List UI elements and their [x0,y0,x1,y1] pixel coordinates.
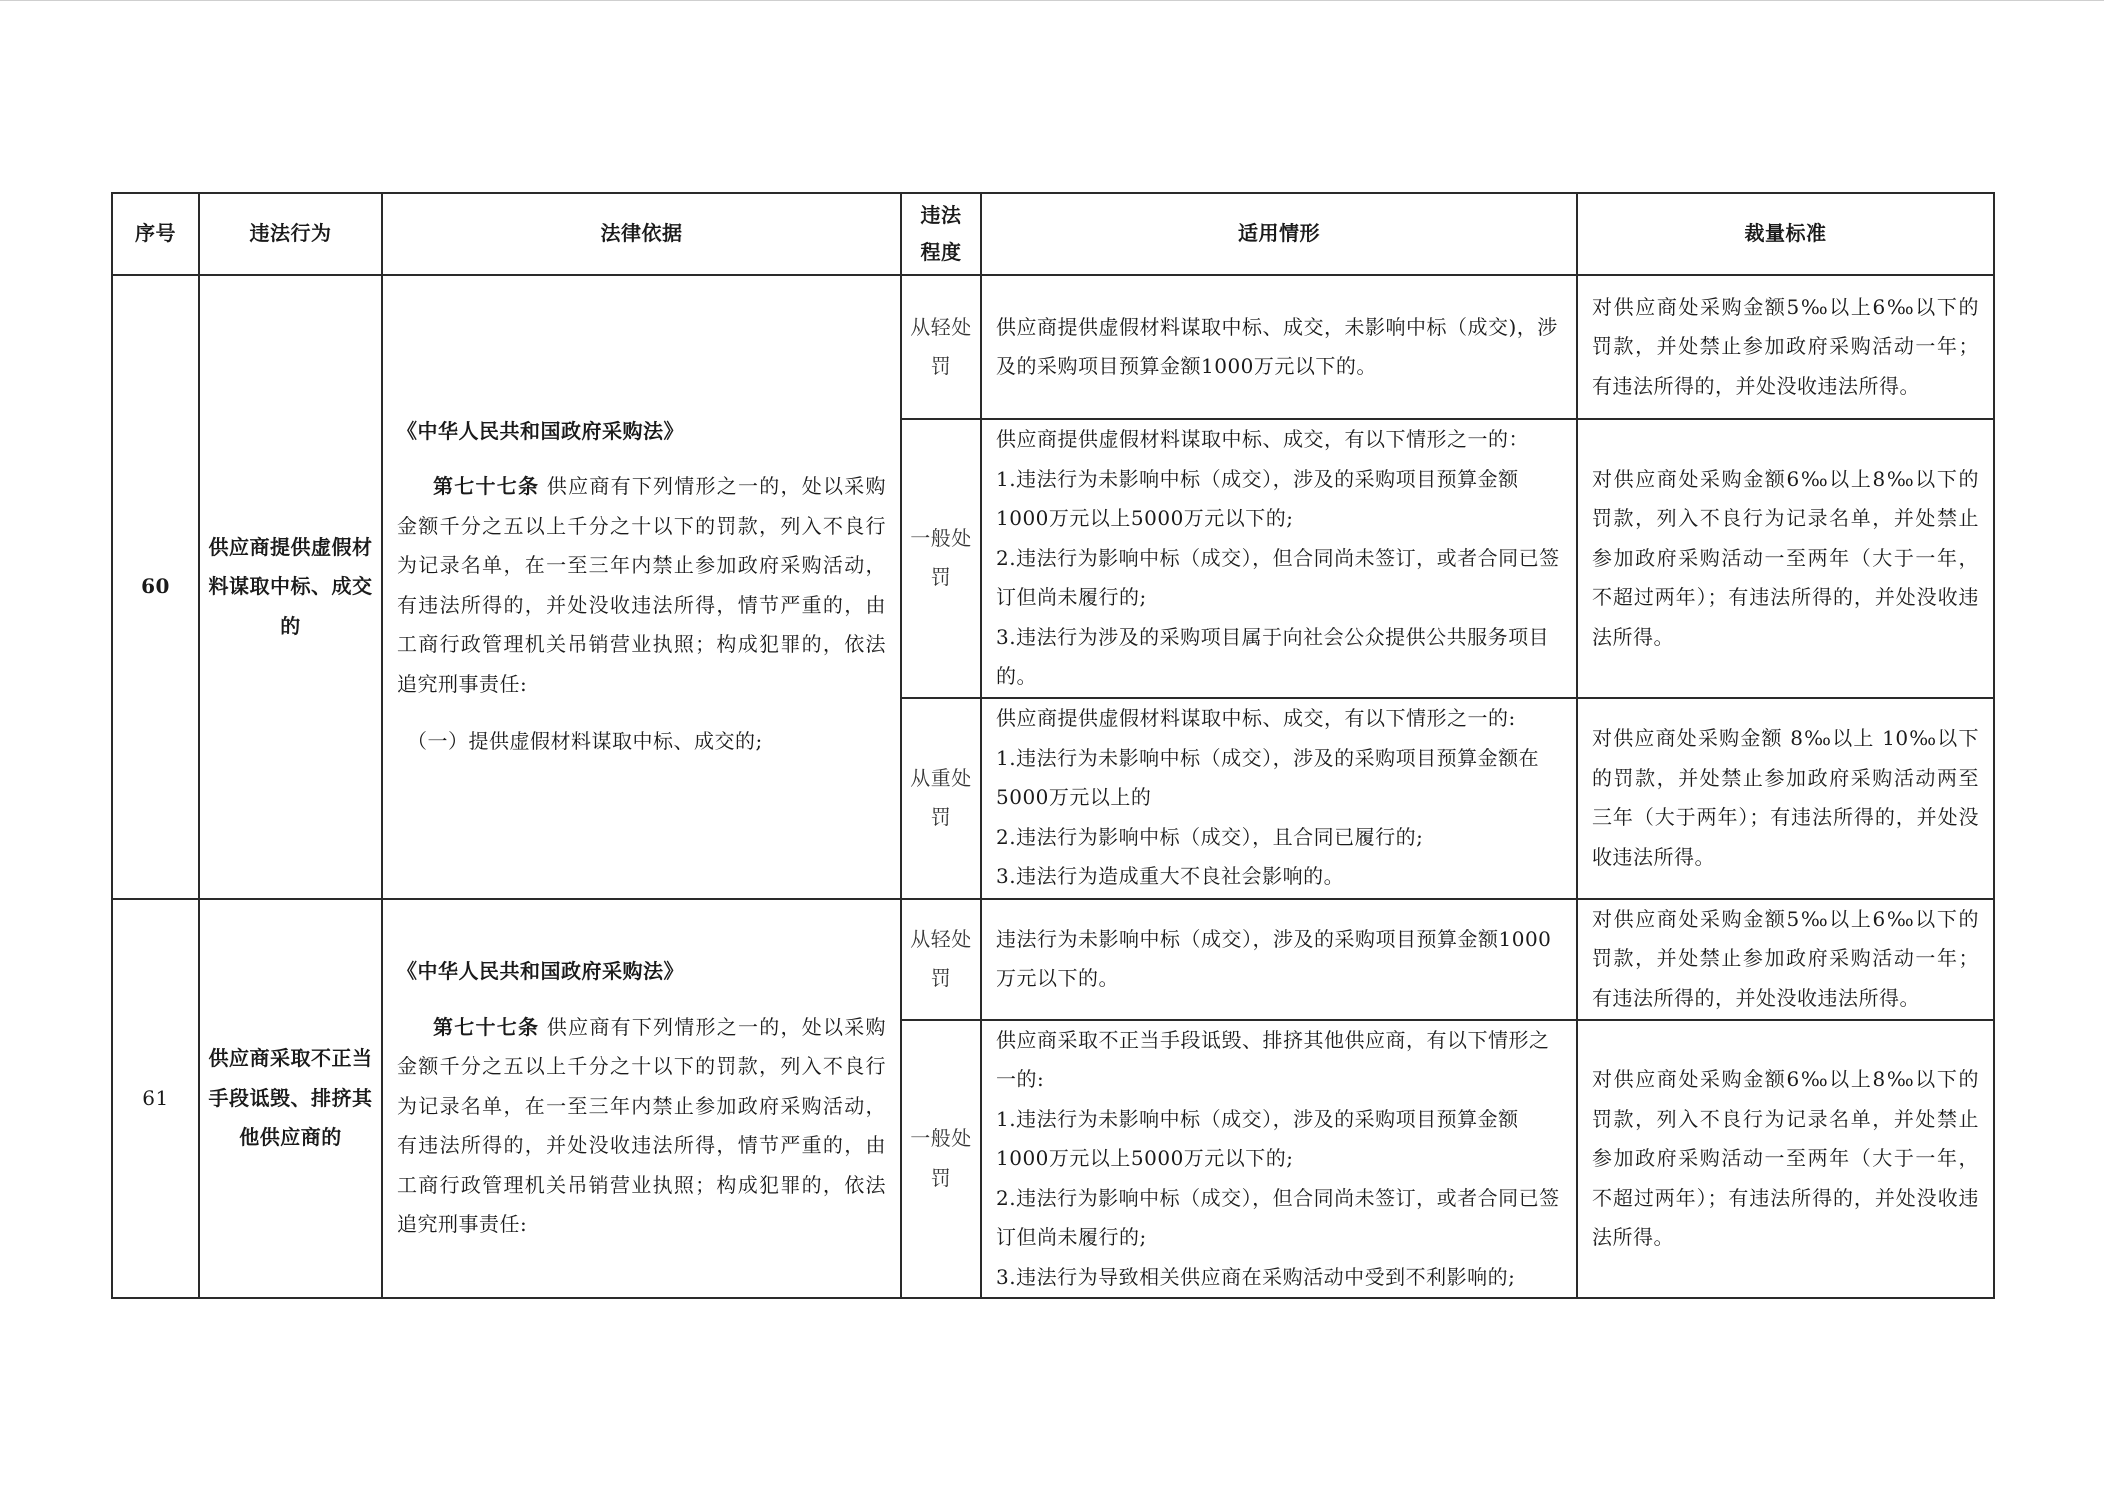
row-situation [981,1020,1577,1299]
law-article [397,1008,886,1245]
table-row [112,275,1994,419]
law-article [397,467,886,704]
row-situation [981,698,1577,899]
law-article-label: 第七十七条 [433,474,540,499]
row-standard: 对供应商处采购金额5‰以上6‰以下的罚款，并处禁止参加政府采购活动一年；有违法所得的，并处没收违法所得。 [1577,275,1994,419]
header-degree-line2: 程度 [920,240,962,264]
row-act: 供应商提供虚假材料谋取中标、成交的 [199,275,382,899]
row-seq: 60 [112,275,199,899]
law-article-label: 第七十七条 [433,1014,540,1039]
situation-line: 2.违法行为影响中标（成交），但合同尚未签订，或者合同已签订但尚未履行的; [996,545,1560,609]
law-title: 《中华人民共和国政府采购法》 [397,959,684,983]
row-law [382,275,901,899]
row-level: 从轻处罚 [901,275,981,419]
situation-line: 1.违法行为未影响中标（成交），涉及的采购项目预算金额1000万元以上5000万元以下的; [996,1106,1519,1170]
row-level: 从重处罚 [901,698,981,899]
header-seq: 序号 [112,193,199,275]
row-law [382,899,901,1299]
row-situation [981,899,1577,1020]
row-level: 从轻处罚 [901,899,981,1020]
row-situation [981,419,1577,698]
row-level: 一般处罚 [901,419,981,698]
discretion-standards-table [111,192,1995,1299]
row-standard: 对供应商处采购金额5‰以上6‰以下的罚款，并处禁止参加政府采购活动一年；有违法所得的，并处没收违法所得。 [1577,899,1994,1020]
situation-line: 2.违法行为影响中标（成交），但合同尚未签订，或者合同已签订但尚未履行的; [996,1185,1560,1249]
situation-line: 供应商采取不正当手段诋毁、排挤其他供应商，有以下情形之一的: [996,1027,1550,1091]
situation-line: 1.违法行为未影响中标（成交），涉及的采购项目预算金额在5000万元以上的 [996,745,1540,810]
header-act: 违法行为 [199,193,382,275]
header-degree [901,193,981,275]
table-row [112,899,1994,1020]
situation-line: 3.违法行为导致相关供应商在采购活动中受到不利影响的; [996,1264,1516,1289]
header-law: 法律依据 [382,193,901,275]
row-situation [981,275,1577,419]
situation-line: 供应商提供虚假材料谋取中标、成交，有以下情形之一的： [996,427,1529,451]
situation-line: 3.违法行为造成重大不良社会影响的。 [996,864,1345,889]
row-standard: 对供应商处采购金额 8‰以上 10‰以下的罚款，并处禁止参加政府采购活动两至三年（大于两年）；有违法所得的，并处没收违法所得。 [1577,698,1994,899]
row-standard: 对供应商处采购金额6‰以上8‰以下的罚款，列入不良行为记录名单，并处禁止参加政府采购活动一至两年（大于一年，不超过两年）；有违法所得的，并处没收违法所得。 [1577,1020,1994,1299]
law-article-text: 供应商有下列情形之一的，处以采购金额千分之五以上千分之十以下的罚款，列入不良行为记录名单，在一至三年内禁止参加政府采购活动，有违法所得的，并处没收违法所得，情节严重的，由工商行政管理机关吊销营业执照；构成犯罪的，依法追究刑事责任: [397,1014,887,1236]
row-standard: 对供应商处采购金额6‰以上8‰以下的罚款，列入不良行为记录名单，并处禁止参加政府采购活动一至两年（大于一年，不超过两年）；有违法所得的，并处没收违法所得。 [1577,419,1994,698]
law-title: 《中华人民共和国政府采购法》 [397,418,684,443]
row-level: 一般处罚 [901,1020,981,1299]
header-degree-line1: 违法 [920,203,962,227]
situation-line: 1.违法行为未影响中标（成交），涉及的采购项目预算金额1000万元以上5000万元以下的; [996,466,1519,530]
table-header-row [112,193,1994,275]
law-article-text: 供应商有下列情形之一的，处以采购金额千分之五以上千分之十以下的罚款，列入不良行为记录名单，在一至三年内禁止参加政府采购活动，有违法所得的，并处没收违法所得，情节严重的，由工商行政管理机关吊销营业执照；构成犯罪的，依法追究刑事责任: [397,474,887,696]
situation-line: 3.违法行为涉及的采购项目属于向社会公众提供公共服务项目的。 [996,624,1550,688]
header-situation: 适用情形 [981,193,1577,275]
situation-line: 2.违法行为影响中标（成交），且合同已履行的; [996,824,1424,849]
row-seq: 61 [112,899,199,1299]
situation-line: 违法行为未影响中标（成交），涉及的采购项目预算金额1000万元以下的。 [996,926,1552,990]
situation-line: 供应商提供虚假材料谋取中标、成交，有以下情形之一的: [996,706,1516,731]
law-item: （一）提供虚假材料谋取中标、成交的; [407,729,763,754]
row-act: 供应商采取不正当手段诋毁、排挤其他供应商的 [199,899,382,1299]
situation-line: 供应商提供虚假材料谋取中标、成交，未影响中标（成交)，涉及的采购项目预算金额1000万元以下的。 [996,314,1558,378]
header-standard: 裁量标准 [1577,193,1994,275]
